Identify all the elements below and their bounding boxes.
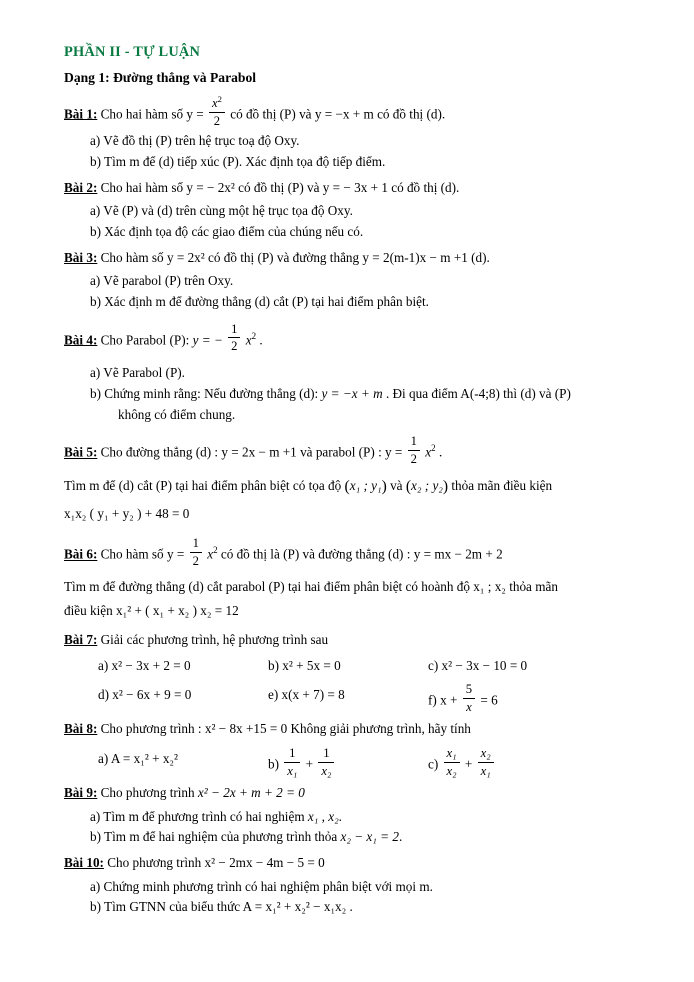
fraction-numerator: 1: [190, 536, 202, 553]
exercise-8-item-c-pre: c): [428, 756, 439, 772]
exercise-5-condition-pre: Tìm m để (d) cắt (P) tại hai điểm phân biệt có tọa độ: [64, 478, 342, 494]
exercise-1-stem-pre: Cho hai hàm số y =: [100, 106, 204, 122]
exercise-7-item-e: e) x(x + 7) = 8: [268, 687, 345, 703]
fraction-denominator: 2: [213, 113, 221, 128]
exercise-5-condition-line1: [64, 473, 642, 500]
exercise-10-label: Bài 10:: [64, 855, 104, 871]
exercise-4-stem-end: .: [259, 332, 263, 348]
exercise-4-part-a: a) Vẽ Parabol (P).: [90, 364, 185, 380]
fraction-numerator: 1: [228, 322, 240, 339]
fraction-denominator: x: [466, 699, 472, 714]
exercise-9-part-b-condition: x₂ − x₁ = 2: [340, 829, 399, 845]
fraction-x2-over-2: [209, 93, 225, 128]
fraction-denominator: 2: [192, 553, 199, 568]
exercise-4-part-b: [90, 384, 642, 404]
topic-heading: Dạng 1: Đường thẳng và Parabol: [64, 70, 257, 85]
exercise-2-part-b: b) Xác định tọa độ các giao điểm của chúng nếu có.: [90, 223, 364, 239]
fraction-denominator: 2: [410, 451, 417, 466]
fraction-numerator: 5: [463, 682, 475, 699]
plus-sign: +: [305, 756, 314, 772]
exercise-6-label: Bài 6:: [64, 546, 98, 562]
fraction-numerator: 1: [318, 746, 334, 763]
exercise-4-part-b-post: . Đi qua điểm A(-4;8) thì (d) và (P): [385, 385, 571, 401]
exercise-2-stem: Cho hai hàm số y = − 2x² có đồ thị (P) và y = − 3x + 1 có đồ thị (d).: [100, 179, 460, 195]
exercise-3-label: Bài 3:: [64, 249, 98, 265]
exercise-3-stem: Cho hàm số y = 2x² có đồ thị (P) và đường thẳng y = 2(m-1)x − m +1 (d).: [100, 249, 490, 265]
fraction-numerator: 1: [408, 434, 420, 451]
exercise-7: [64, 630, 642, 650]
plus-sign: +: [464, 756, 473, 772]
exercise-10: [64, 853, 642, 873]
fraction-denominator: x₁: [480, 763, 491, 778]
exercise-3: [64, 248, 642, 268]
exercise-9-part-a: [90, 807, 642, 827]
exercise-8-label: Bài 8:: [64, 721, 98, 737]
paren-close: ): [381, 478, 387, 496]
exercise-3-part-a: a) Vẽ parabol (P) trên Oxy.: [90, 273, 234, 289]
exercise-9-equation: x² − 2x + m + 2 = 0: [197, 785, 305, 801]
exercise-5-condition-post: thỏa mãn điều kiện: [451, 478, 553, 494]
exercise-4-stem-pre: Cho Parabol (P):: [100, 332, 190, 348]
exercise-2-label: Bài 2:: [64, 179, 98, 195]
exercise-4-label: Bài 4:: [64, 332, 98, 348]
exercise-6-condition-line2: điều kiện x₁² + ( x₁ + x₂ ) x₂ = 12: [64, 603, 239, 619]
fraction-numerator: 1: [284, 746, 300, 763]
exercise-7-item-a: a) x² − 3x + 2 = 0: [98, 658, 191, 674]
exercise-5-stem-end: .: [438, 444, 443, 460]
exercise-5-condition-line2: x₁x₂ ( y₁ + y₂ ) + 48 = 0: [64, 505, 190, 521]
exercise-1-stem-mid: có đồ thị (P) và y = −x + m có đồ thị (d).: [230, 106, 446, 122]
exercise-7-label: Bài 7:: [64, 631, 98, 647]
exercise-4-part-b-line2: không có điểm chung.: [118, 406, 236, 422]
exercise-5: [64, 434, 642, 466]
paren-open: (: [344, 478, 350, 496]
fraction-1-over-x2: [318, 746, 334, 778]
exercise-1-label: Bài 1:: [64, 106, 98, 122]
paren-open: (: [405, 478, 412, 496]
exercise-4-exponent: 2: [251, 330, 257, 341]
fraction-numerator: x: [211, 96, 218, 110]
exercise-5-exponent: 2: [431, 443, 436, 454]
fraction-x2-over-x1: [478, 746, 494, 778]
exercise-5-condition-mid: và: [390, 478, 403, 494]
fraction-x1-over-x2: [444, 746, 460, 778]
exercise-9-part-b: [90, 827, 642, 847]
fraction-1-over-x1: [284, 746, 300, 778]
exercise-8-item-c: [428, 746, 578, 778]
fraction-denominator: x₂: [321, 763, 332, 778]
exercise-8-item-a: a) A = x₁² + x₂²: [98, 750, 178, 766]
exercise-7-item-f-post: = 6: [480, 692, 498, 708]
exercise-10-part-a: a) Chứng minh phương trình có hai nghiệm phân biệt với mọi m.: [90, 878, 433, 894]
fraction-denominator: x₁: [287, 763, 298, 778]
fraction-denominator: 2: [231, 339, 238, 354]
page-title: PHẦN II - TỰ LUẬN: [64, 44, 201, 60]
exercise-8-stem: Cho phương trình : x² − 8x +15 = 0 Không giải phương trình, hãy tính: [100, 721, 471, 737]
exercise-8-item-b-pre: b): [268, 756, 279, 772]
exercise-7-item-c: c) x² − 3x − 10 = 0: [428, 658, 528, 674]
exercise-5-label: Bài 5:: [64, 444, 98, 460]
exercise-8-row: [98, 746, 642, 778]
exercise-6-variable: x: [207, 546, 214, 562]
fraction-one-half: [228, 322, 240, 354]
exercise-1: [64, 93, 642, 128]
exercise-9-part-b-pre: b) Tìm m để hai nghiệm của phương trình thỏa: [90, 829, 338, 845]
exercise-4: [64, 322, 642, 354]
exercise-7-stem: Giải các phương trình, hệ phương trình sau: [100, 631, 329, 647]
exercise-7-row-1: [98, 653, 642, 678]
exercise-9-part-a-roots: x₁ , x₂: [307, 808, 339, 824]
exercise-5-pair-1: x₁ ; y₁: [349, 478, 382, 494]
exercise-6-condition-line1: Tìm m để đường thẳng (d) cắt parabol (P) tại hai điểm phân biệt có hoành độ x₁ ; x₂ thỏa mãn: [64, 579, 558, 595]
exercise-2-part-a: a) Vẽ (P) và (d) trên cùng một hệ trục tọa độ Oxy.: [90, 203, 353, 219]
exercise-8: [64, 719, 642, 739]
exercise-9: [64, 783, 642, 803]
exercise-5-pair-2: x₂ ; y₂: [411, 478, 443, 494]
exercise-7-row-2: [98, 682, 642, 714]
exercise-5-stem-pre: Cho đường thẳng (d) : y = 2x − m +1 và parabol (P) : y =: [100, 444, 403, 460]
paren-close: ): [442, 478, 449, 496]
exercise-9-part-a-pre: a) Tìm m để phương trình có hai nghiệm: [90, 808, 305, 824]
exercise-1-part-b: b) Tìm m để (d) tiếp xúc (P). Xác định tọa độ tiếp điểm.: [90, 153, 386, 169]
exercise-9-stem-pre: Cho phương trình: [100, 785, 195, 801]
exercise-5-variable: x: [425, 444, 432, 460]
exercise-2: [64, 178, 642, 198]
exercise-10-stem: Cho phương trình x² − 2mx − 4m − 5 = 0: [107, 855, 325, 871]
exercise-4-part-b-pre: b) Chứng minh rằng: Nếu đường thẳng (d):: [90, 385, 319, 401]
exercise-6-stem-pre: Cho hàm số y =: [100, 546, 185, 562]
exercise-8-item-b: [268, 746, 428, 778]
exercise-7-item-f-pre: f) x +: [428, 692, 458, 708]
fraction-numerator: x₂: [478, 746, 494, 763]
fraction-numerator: x₁: [444, 746, 460, 763]
fraction-one-half: [408, 434, 420, 466]
exercise-7-item-f: [428, 682, 578, 714]
exercise-4-part-b-equation: y = −x + m: [321, 385, 383, 401]
exercise-4-variable: x: [245, 332, 252, 348]
exercise-9-label: Bài 9:: [64, 785, 98, 801]
exercise-7-item-d: d) x² − 6x + 9 = 0: [98, 687, 192, 703]
exercise-10-part-b: b) Tìm GTNN của biểu thức A = x₁² + x₂² − x₁x₂ .: [90, 899, 353, 915]
exercise-7-item-b: b) x² + 5x = 0: [268, 658, 341, 674]
fraction-numerator-exponent: 2: [217, 93, 222, 104]
fraction-one-half: [190, 536, 202, 568]
exercise-4-equation-lhs: y = −: [192, 332, 223, 348]
fraction-denominator: x₂: [446, 763, 457, 778]
exercise-3-part-b: b) Xác định m để đường thẳng (d) cắt (P) tại hai điểm phân biệt.: [90, 294, 429, 310]
exercise-6: [64, 536, 642, 568]
exercise-9-part-a-post: .: [338, 808, 342, 824]
fraction-five-over-x: [463, 682, 475, 714]
exercise-9-part-b-post: .: [398, 829, 403, 845]
exercise-6-exponent: 2: [213, 545, 218, 556]
exercise-6-stem-post: có đồ thị là (P) và đường thẳng (d) : y = mx − 2m + 2: [220, 546, 503, 562]
exercise-1-part-a: a) Vẽ đồ thị (P) trên hệ trục toạ độ Oxy.: [90, 133, 300, 149]
